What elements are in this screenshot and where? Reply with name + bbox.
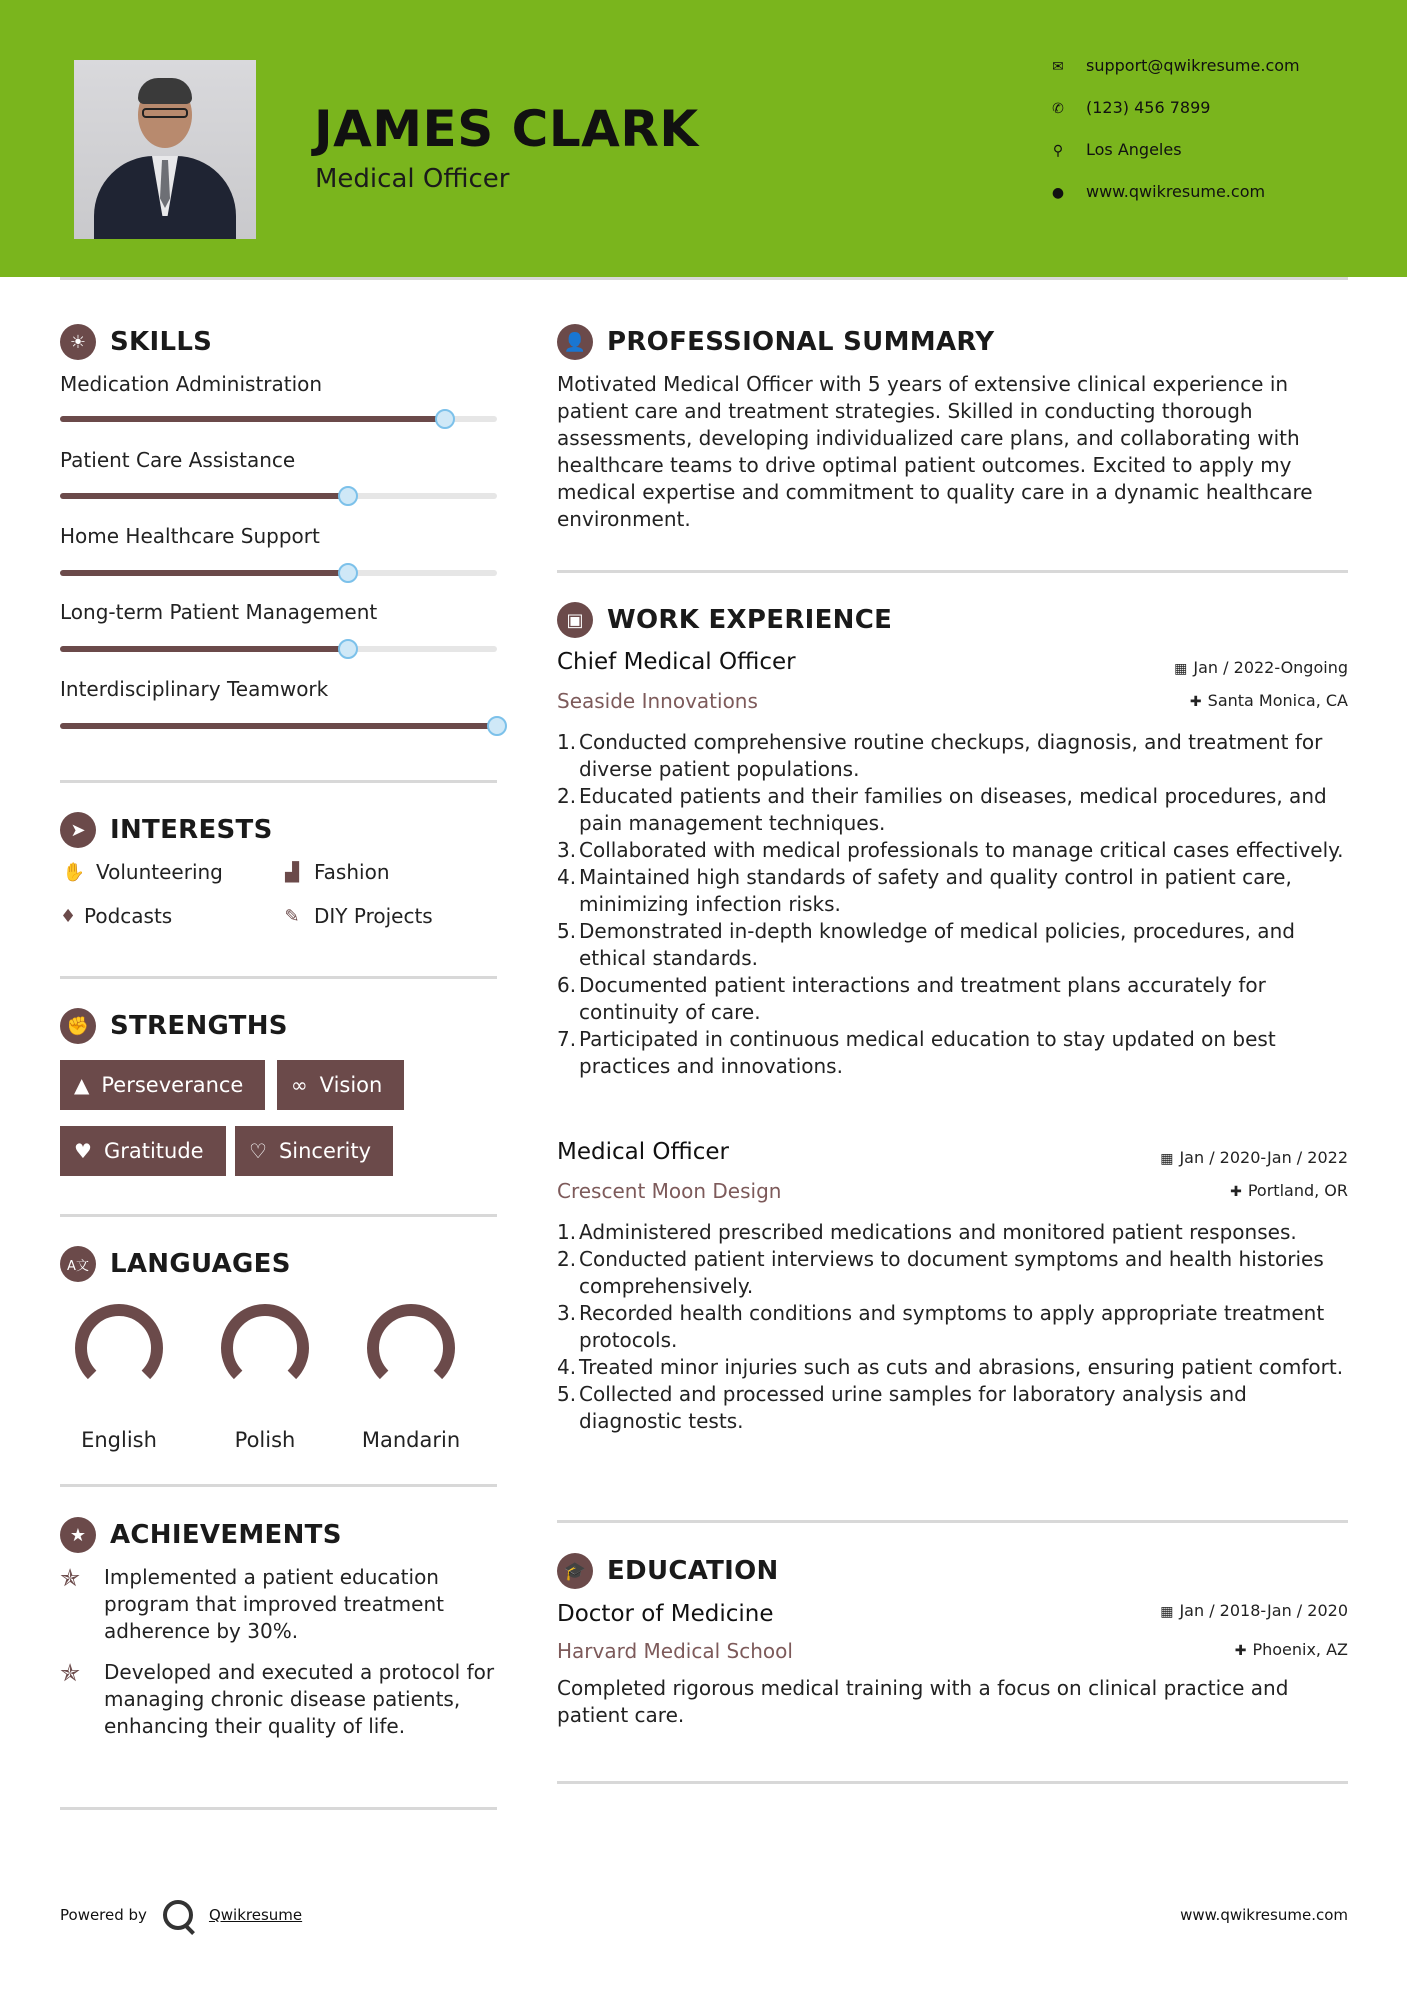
skill-bar — [60, 493, 497, 499]
interest-item: ✋ Volunteering — [60, 860, 223, 884]
header-divider — [60, 277, 1348, 280]
language-level-ring — [363, 1300, 459, 1396]
header-banner — [0, 0, 1407, 277]
list-item: 5. Collected and processed urine samples for laboratory analysis and diagnostic tests. — [557, 1382, 1247, 1433]
skill-slider-handle[interactable] — [338, 639, 358, 659]
contact-email[interactable]: ✉ support@qwikresume.com — [1050, 56, 1300, 75]
heart-icon: ♥ — [74, 1139, 92, 1163]
list-item: 6. Documented patient interactions and treatment plans accurately for continuity of care. — [557, 973, 1266, 1024]
shopping-bag-icon: ▟ — [285, 861, 299, 883]
footer-brand-link[interactable]: Qwikresume — [208, 1906, 303, 1924]
graduate-icon: 🎓 — [557, 1553, 593, 1589]
job-location: ✚ Portland, OR — [1230, 1181, 1348, 1200]
languages-heading: A文 LANGUAGES — [60, 1246, 291, 1282]
calendar-icon: ▦ — [1174, 661, 1188, 677]
skill-bar — [60, 570, 497, 576]
skill-label: Patient Care Assistance — [60, 448, 296, 472]
summary-text: Motivated Medical Officer with 5 years of extensive clinical experience in patient care and treatment strategies. Skilled in conducting thorough assessments, developing individualized care plans, and collaborating with healthcare teams to drive optimal patient outcomes. Excited to apply my medical expertise and commitment to quality care in a dynamic healthcare environment. — [557, 372, 1313, 531]
interest-item: ✎ DIY Projects — [278, 904, 433, 928]
profile-photo — [74, 60, 256, 239]
microphone-icon: ♦ — [60, 905, 77, 927]
strength-tag: ♡ Sincerity — [235, 1126, 393, 1176]
skill-slider-handle[interactable] — [338, 486, 358, 506]
lightbulb-icon: ☀ — [60, 324, 96, 360]
achievement-item: ✯ Implemented a patient education program that improved treatment adherence by 30%. — [60, 1564, 444, 1643]
office-chair-icon: ▣ — [557, 602, 593, 638]
interests-heading: ➤ INTERESTS — [60, 812, 273, 848]
star-badge-icon: ★ — [60, 1517, 96, 1553]
list-item: 4. Maintained high standards of safety and quality control in patient care, minimizing infection risks. — [557, 865, 1292, 916]
education-degree: Doctor of Medicine — [557, 1601, 774, 1627]
skill-label: Medication Administration — [60, 372, 323, 396]
skill-label: Home Healthcare Support — [60, 524, 320, 548]
skill-label: Long-term Patient Management — [60, 600, 378, 624]
education-heading: 🎓 EDUCATION — [557, 1553, 779, 1589]
education-school: Harvard Medical School — [557, 1639, 793, 1663]
job-duties-list — [557, 1219, 1347, 1435]
achievements-heading: ★ ACHIEVEMENTS — [60, 1517, 342, 1553]
list-item: 5. Demonstrated in-depth knowledge of medical policies, procedures, and ethical standards. — [557, 919, 1295, 970]
footer-url[interactable]: www.qwikresume.com — [1180, 1906, 1348, 1924]
skill-slider-handle[interactable] — [435, 409, 455, 429]
list-item: 3. Collaborated with medical professionals to manage critical cases effectively. — [557, 838, 1344, 862]
job-title: Medical Officer — [557, 1139, 730, 1165]
skill-bar — [60, 416, 497, 422]
job-company: Crescent Moon Design — [557, 1179, 782, 1203]
pushpin-icon: ✚ — [1234, 1643, 1247, 1659]
qwikresume-logo-icon — [163, 1900, 193, 1930]
job-company: Seaside Innovations — [557, 689, 758, 713]
candidate-role: Medical Officer — [315, 164, 510, 194]
interest-item: ▟ Fashion — [278, 860, 390, 884]
section-divider — [557, 570, 1348, 573]
language-name: Polish — [234, 1428, 296, 1452]
section-divider — [557, 1520, 1348, 1523]
language-name: Mandarin — [361, 1428, 461, 1452]
section-divider — [60, 1484, 497, 1487]
candidate-name: JAMES CLARK — [314, 100, 699, 158]
education-description: Completed rigorous medical training with a focus on clinical practice and patient care. — [557, 1676, 1289, 1727]
list-item: 3. Recorded health conditions and symptoms to apply appropriate treatment protocols. — [557, 1301, 1325, 1352]
language-item — [64, 1300, 174, 1452]
calendar-icon: ▦ — [1160, 1604, 1174, 1620]
job-dates: ▦ Jan / 2020-Jan / 2022 — [1160, 1148, 1348, 1167]
language-icon: A文 — [60, 1246, 96, 1282]
heart-outline-icon: ♡ — [249, 1139, 267, 1163]
job-duties-list — [557, 729, 1347, 1080]
strength-tag: ∞ Vision — [277, 1060, 404, 1110]
star-icon: ✯ — [60, 1564, 81, 1592]
star-icon: ✯ — [60, 1659, 81, 1687]
map-pin-icon: ⚲ — [1052, 143, 1064, 159]
strengths-heading: ✊ STRENGTHS — [60, 1008, 288, 1044]
job-title: Chief Medical Officer — [557, 649, 796, 675]
user-icon: 👤 — [557, 324, 593, 360]
mountain-icon: ▲ — [74, 1073, 90, 1097]
language-level-ring — [217, 1300, 313, 1396]
language-item — [356, 1300, 466, 1452]
language-level-ring — [71, 1300, 167, 1396]
experience-heading: ▣ WORK EXPERIENCE — [557, 602, 892, 638]
phone-icon: ✆ — [1052, 101, 1064, 117]
footer-powered-by: Powered by Qwikresume — [60, 1900, 302, 1930]
envelope-icon: ✉ — [1052, 59, 1064, 75]
fist-icon: ✊ — [60, 1008, 96, 1044]
strength-tag: ♥ Gratitude — [60, 1126, 226, 1176]
language-item — [210, 1300, 320, 1452]
skills-heading: ☀ SKILLS — [60, 324, 212, 360]
skill-slider-handle[interactable] — [487, 716, 507, 736]
language-name: English — [81, 1428, 157, 1452]
job-dates: ▦ Jan / 2022-Ongoing — [1174, 658, 1348, 677]
globe-icon: ● — [1051, 185, 1065, 201]
strength-tag: ▲ Perseverance — [60, 1060, 265, 1110]
achievement-item: ✯ Developed and executed a protocol for managing chronic disease patients, enhancing their quality of life. — [60, 1659, 495, 1738]
job-location: ✚ Santa Monica, CA — [1189, 691, 1348, 710]
skill-bar — [60, 723, 497, 729]
pushpin-icon: ✚ — [1230, 1184, 1242, 1200]
list-item: 1. Administered prescribed medications and monitored patient responses. — [557, 1220, 1297, 1244]
calendar-icon: ▦ — [1160, 1151, 1174, 1167]
section-divider — [557, 1781, 1348, 1784]
contact-phone[interactable]: ✆ (123) 456 7899 — [1050, 98, 1210, 117]
handshake-icon: ✋ — [62, 861, 86, 883]
contact-location: ⚲ Los Angeles — [1050, 140, 1182, 159]
interest-item: ♦ Podcasts — [60, 904, 173, 928]
skill-slider-handle[interactable] — [338, 563, 358, 583]
binoculars-icon: ∞ — [291, 1073, 308, 1097]
education-location: ✚ Phoenix, AZ — [1234, 1640, 1348, 1659]
education-dates: ▦ Jan / 2018-Jan / 2020 — [1160, 1601, 1348, 1620]
list-item: 7. Participated in continuous medical education to stay updated on best practices and innovations. — [557, 1027, 1276, 1078]
paper-plane-icon: ➤ — [60, 812, 96, 848]
list-item: 4. Treated minor injuries such as cuts and abrasions, ensuring patient comfort. — [557, 1355, 1344, 1379]
skill-bar — [60, 646, 497, 652]
list-item: 2. Conducted patient interviews to document symptoms and health histories comprehensively. — [557, 1247, 1324, 1298]
contact-website[interactable]: ● www.qwikresume.com — [1051, 182, 1266, 201]
skill-label: Interdisciplinary Teamwork — [60, 677, 329, 701]
section-divider — [60, 1214, 497, 1217]
pushpin-icon: ✚ — [1189, 694, 1202, 710]
list-item: 1. Conducted comprehensive routine checkups, diagnosis, and treatment for diverse patient populations. — [557, 730, 1323, 781]
section-divider — [60, 780, 497, 783]
section-divider — [60, 976, 497, 979]
section-divider — [60, 1807, 497, 1810]
wrench-icon: ✎ — [284, 905, 300, 927]
list-item: 2. Educated patients and their families on diseases, medical procedures, and pain management techniques. — [557, 784, 1327, 835]
summary-heading: 👤 PROFESSIONAL SUMMARY — [557, 324, 994, 360]
